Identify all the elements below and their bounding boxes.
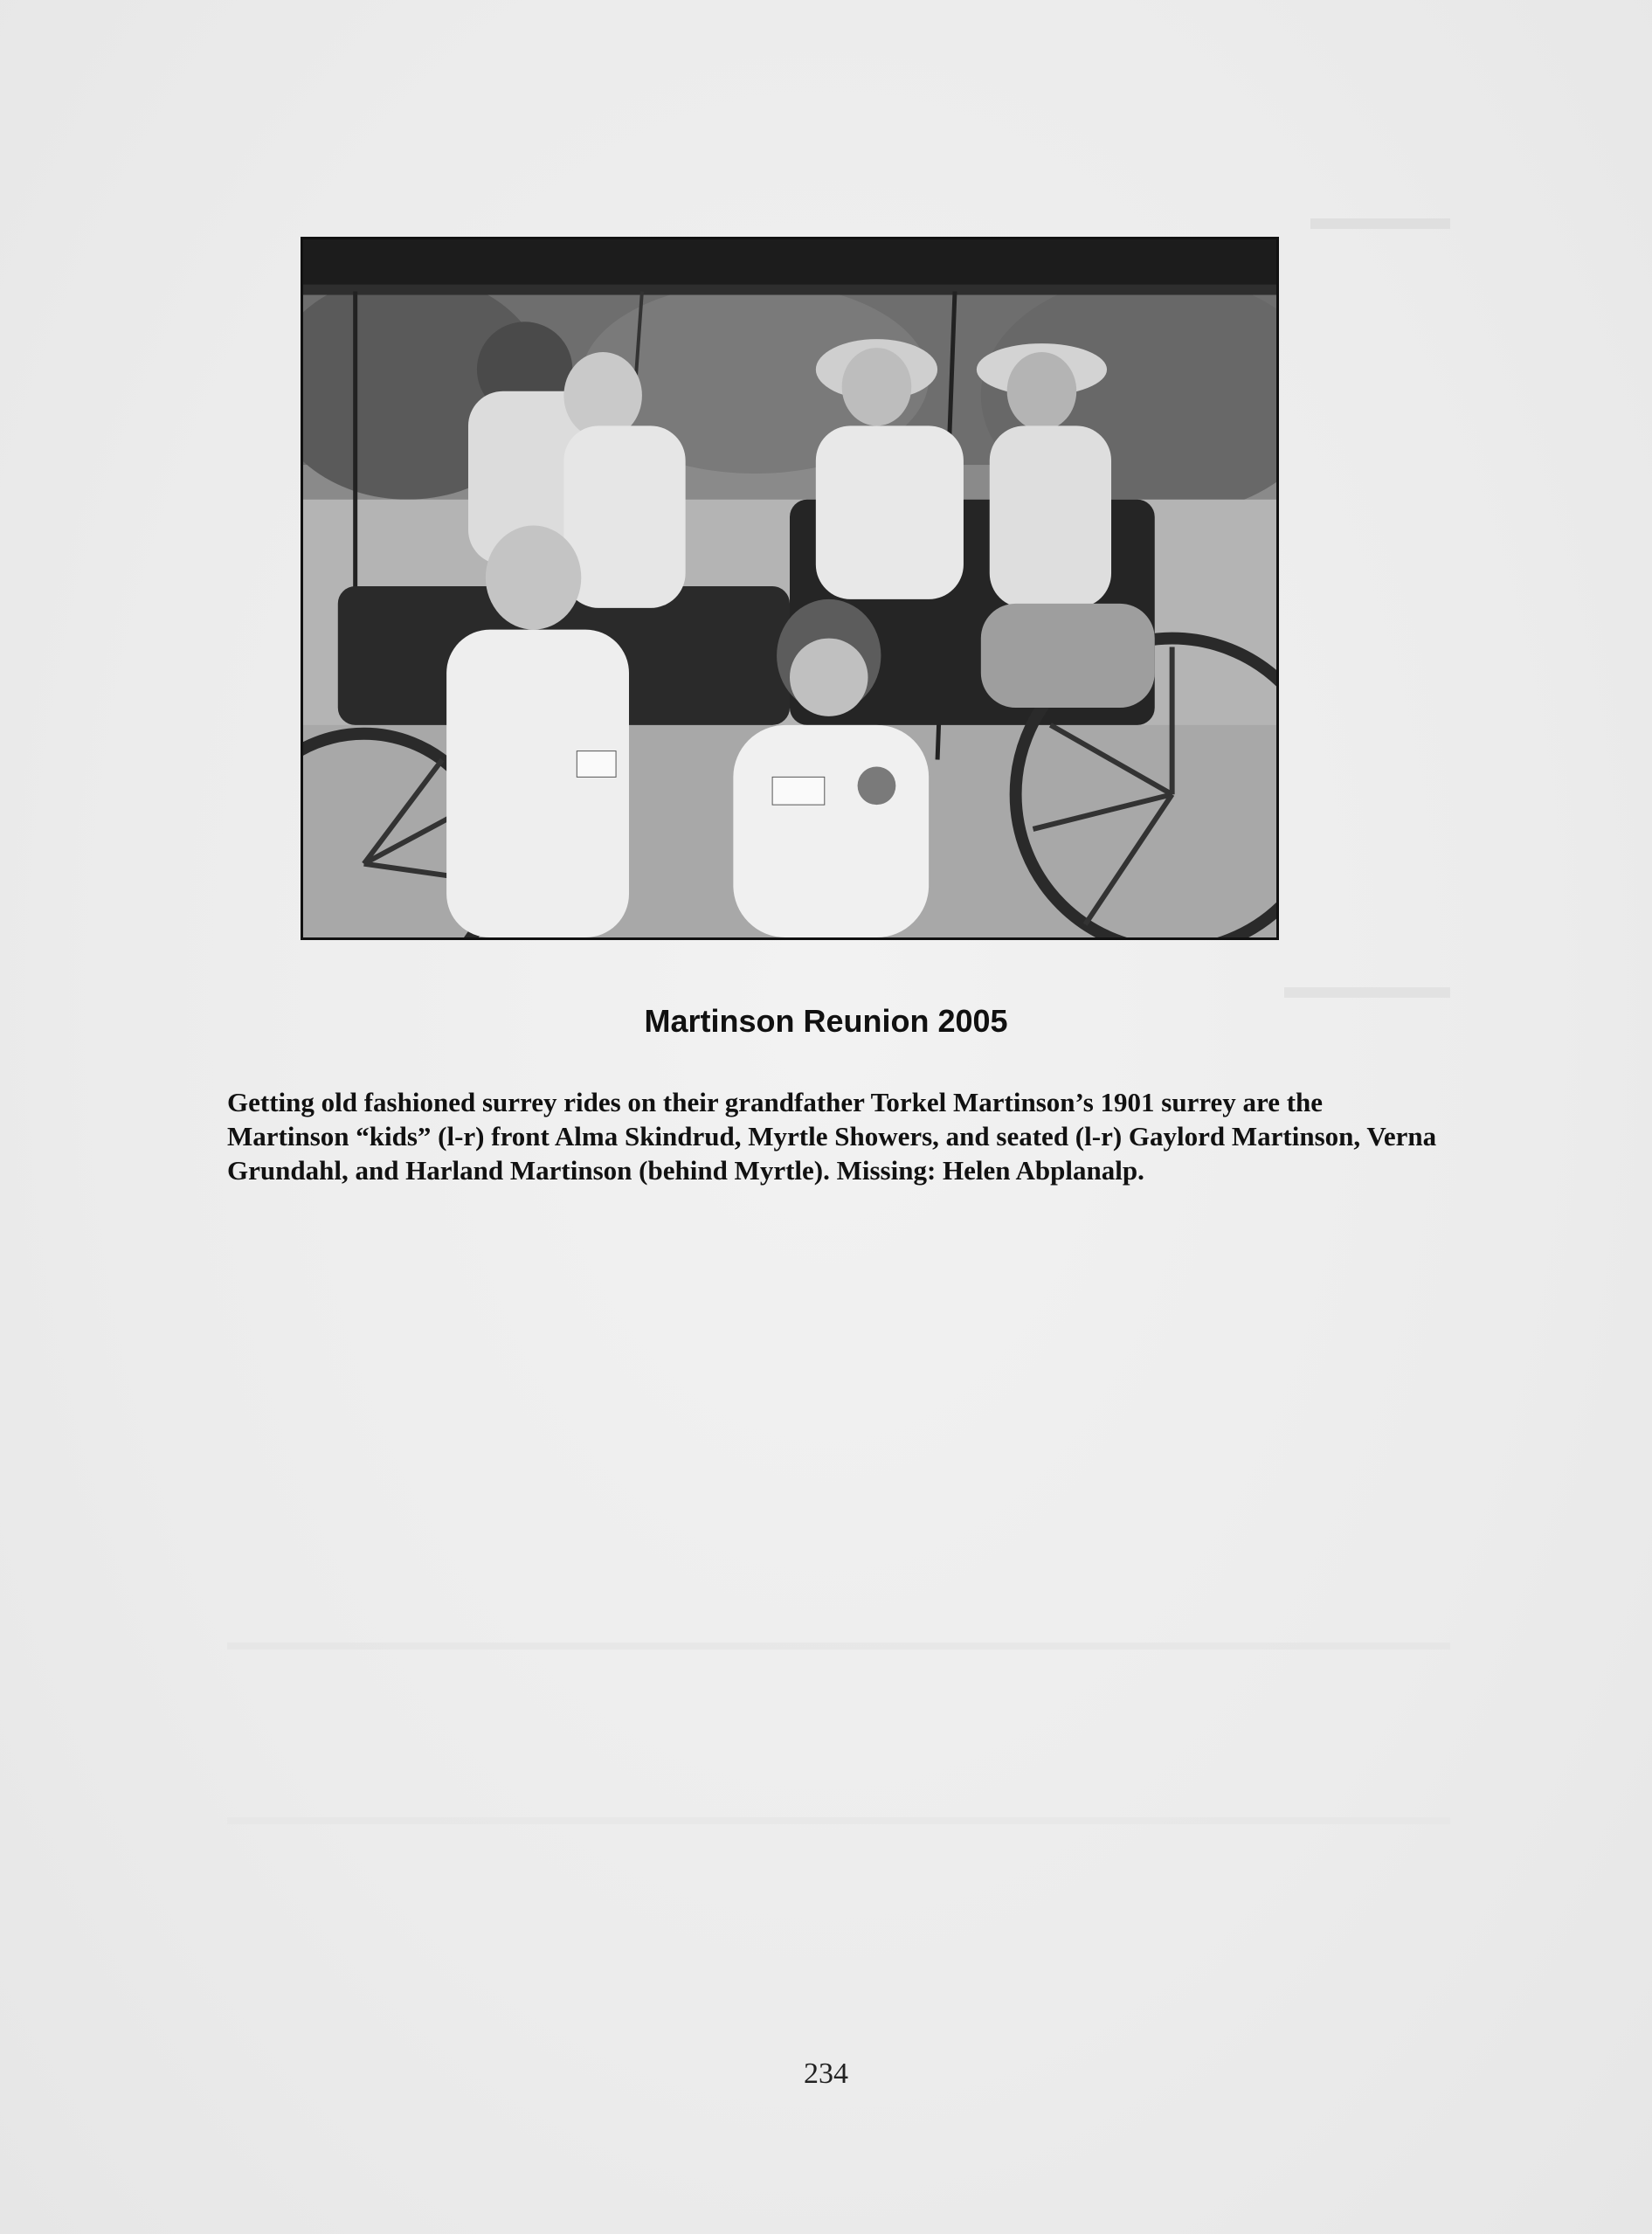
surrey-photo-illustration bbox=[303, 239, 1276, 937]
bleed-through-decoration bbox=[227, 1643, 1450, 1650]
reunion-photo bbox=[301, 237, 1279, 940]
page-number: 234 bbox=[804, 2058, 848, 2090]
bleed-through-decoration bbox=[227, 1817, 1450, 1824]
bleed-through-decoration bbox=[1284, 987, 1450, 998]
photo-caption-title: Martinson Reunion 2005 bbox=[644, 1003, 1008, 1039]
bleed-through-decoration bbox=[1310, 218, 1450, 229]
photo-caption-body: Getting old fashioned surrey rides on their grandfather Torkel Martinson’s 1901 surrey are the Martinson “kids” (l-r) front Alma Skindrud, Myrtle Showers, and seated (l-r) Gaylord Martinson, Verna Grundahl, and Harland Martinson (behind Myrtle). Missing: Helen Abplanalp. bbox=[227, 1087, 1437, 1186]
